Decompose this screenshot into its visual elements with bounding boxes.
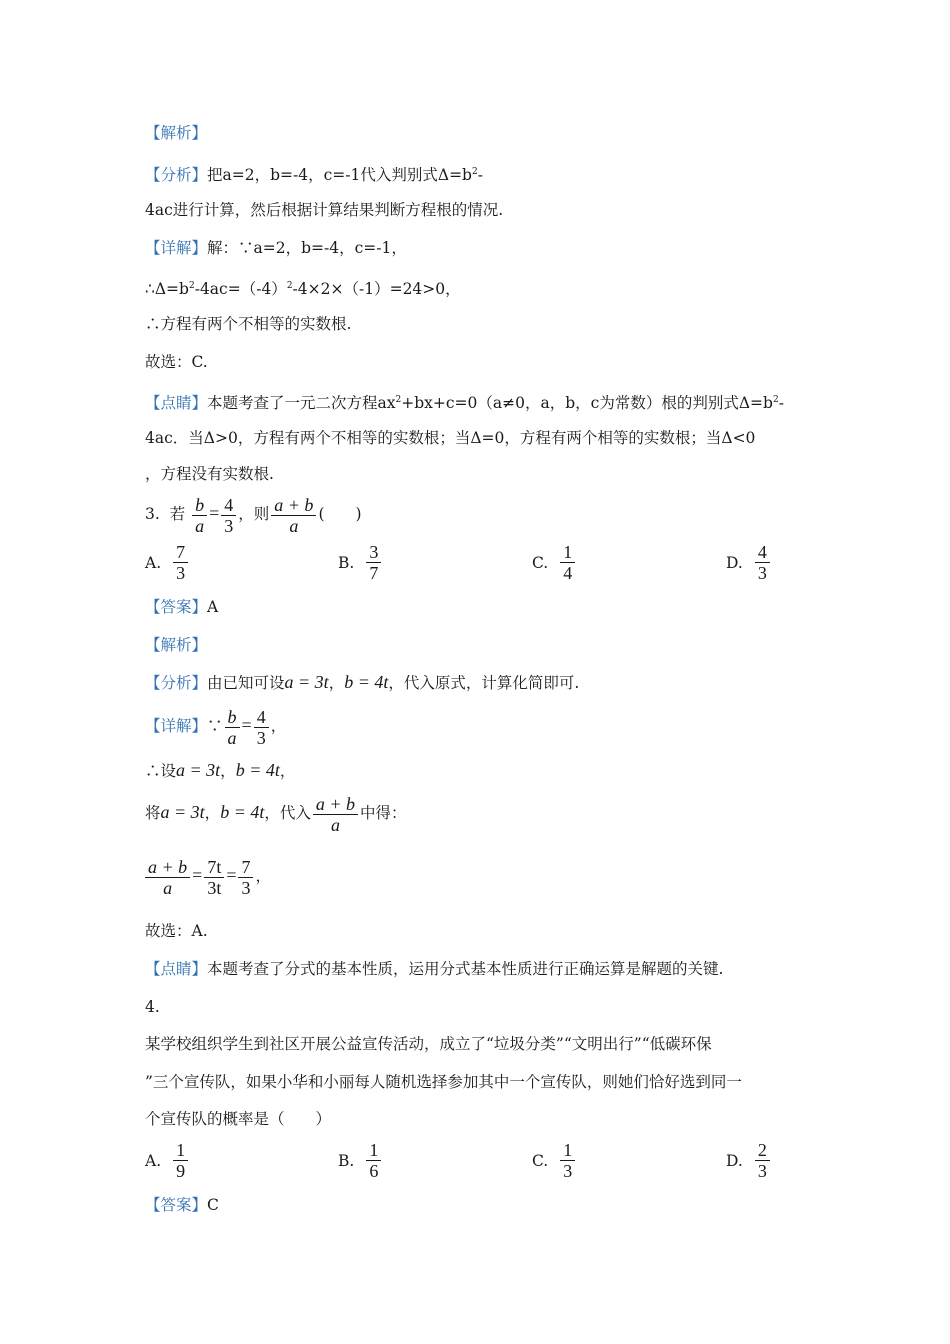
substitute-text: ，代入 <box>264 804 311 822</box>
superscript: 2 <box>286 281 293 291</box>
fraction-4-over-3 <box>254 707 269 748</box>
answer-value: C <box>207 1196 219 1214</box>
fenxi-dash: - <box>477 166 483 184</box>
math-a-eq-3t: a = 3t <box>176 760 221 780</box>
fraction-a-plus-b-over-a <box>145 857 190 898</box>
question-number: 3. <box>145 505 160 523</box>
fraction-b-over-a <box>192 495 207 536</box>
option-label: C. <box>532 1151 549 1170</box>
numerator: b <box>225 707 240 728</box>
numerator: b <box>192 495 207 516</box>
option-label: B. <box>338 1151 355 1170</box>
q3-calculation-line <box>145 853 271 898</box>
question-text: 若 <box>169 505 186 523</box>
equals-sign: = <box>192 865 203 885</box>
numerator: 7 <box>238 857 253 878</box>
dianjing-line-1 <box>145 390 784 413</box>
numerator: 1 <box>560 1140 575 1161</box>
dianjing-label: 【点睛】 <box>145 394 208 412</box>
numerator: 4 <box>254 707 269 728</box>
dianjing-text-c: - <box>778 394 784 412</box>
fraction-4-over-3 <box>221 495 236 536</box>
math-a-eq-3t: a = 3t <box>160 802 205 822</box>
q4-option-b[interactable] <box>338 1140 383 1181</box>
dianjing-text: 本题考查了分式的基本性质，运用分式基本性质进行正确运算是解题的关键. <box>207 960 724 978</box>
substitute-text: 中得： <box>360 804 407 822</box>
xiangjie-text: 解：∵a=2，b=-4，c=-1， <box>207 239 407 257</box>
denominator: a <box>227 727 237 748</box>
q3-jiexi-heading: 【解析】 <box>145 636 208 654</box>
option-fraction <box>755 1140 770 1181</box>
option-label: B. <box>338 553 355 572</box>
q3-option-b[interactable] <box>338 542 383 583</box>
superscript: 2 <box>395 395 402 405</box>
option-fraction <box>755 542 770 583</box>
q3-answer-choice-line: 故选：A. <box>145 922 208 940</box>
fraction-a-plus-b-over-a <box>313 794 358 835</box>
discriminant-calc <box>145 276 461 299</box>
denominator: 3 <box>757 1161 767 1181</box>
dianjing-label: 【点睛】 <box>145 960 208 978</box>
dianjing-line-2: 4ac．当Δ>0，方程有两个不相等的实数根；当Δ=0，方程有两个相等的实数根；当Δ<0 <box>145 429 756 447</box>
dianjing-text-b: +bx+c=0（a≠0，a，b，c为常数）根的判别式Δ=b <box>401 394 773 412</box>
q3-fenxi-line <box>145 672 579 693</box>
numerator: 1 <box>173 1140 188 1161</box>
denominator: a <box>195 515 205 536</box>
fraction-7t-over-3t <box>204 857 224 898</box>
fenxi-text: ，代入原式，计算化简即可. <box>388 674 580 692</box>
numerator: 7 <box>173 542 188 563</box>
numerator: 1 <box>366 1140 381 1161</box>
q3-answer <box>145 597 218 617</box>
fenxi-text: 把a=2，b=-4，c=-1代入判别式Δ=b <box>207 166 472 184</box>
denominator: 3t <box>207 877 222 898</box>
comma: ， <box>270 717 287 735</box>
option-fraction <box>173 542 188 583</box>
answer-blank: ( ) <box>318 505 362 523</box>
superscript: 2 <box>472 167 478 177</box>
answer-choice-line: 故选：C. <box>145 353 208 371</box>
denominator: 6 <box>369 1161 379 1181</box>
xiangjie-label: 【详解】 <box>145 717 208 735</box>
denominator: 3 <box>176 563 186 583</box>
fenxi-label: 【分析】 <box>145 674 208 692</box>
calc-part-1: ∴Δ=b <box>145 280 189 298</box>
xiangjie-line-1 <box>145 238 407 258</box>
question-text: ，则 <box>238 505 270 523</box>
denominator: a <box>289 515 299 536</box>
dianjing-text-a: 本题考查了一元二次方程ax <box>207 394 396 412</box>
superscript: 2 <box>772 395 779 405</box>
option-fraction <box>173 1140 188 1181</box>
q3-therefore-line <box>145 760 295 781</box>
jiexi-heading: 【解析】 <box>145 124 208 142</box>
dianjing-line-3: ，方程没有实数根. <box>145 465 274 483</box>
numerator: a + b <box>145 857 190 878</box>
numerator: 3 <box>366 542 381 563</box>
comma: ， <box>220 762 236 780</box>
fenxi-line-2: 4ac进行计算，然后根据计算结果判断方程根的情况. <box>145 201 504 219</box>
q4-option-c[interactable] <box>532 1140 577 1181</box>
option-label: C. <box>532 553 549 572</box>
option-fraction <box>366 542 381 583</box>
option-label: D. <box>726 1151 743 1170</box>
equals-sign: = <box>241 715 252 735</box>
fraction-7-over-3 <box>238 857 253 898</box>
numerator: 2 <box>755 1140 770 1161</box>
numerator: a + b <box>271 495 316 516</box>
numerator: 7t <box>204 857 224 878</box>
denominator: 9 <box>176 1161 186 1181</box>
denominator: 7 <box>369 563 379 583</box>
denominator: a <box>330 814 340 835</box>
math-a-eq-3t: a = 3t <box>284 672 329 692</box>
q4-option-a[interactable] <box>145 1140 190 1181</box>
denominator: 3 <box>757 563 767 583</box>
q4-option-d[interactable] <box>726 1140 772 1181</box>
xiangjie-label: 【详解】 <box>145 239 208 257</box>
numerator: 4 <box>755 542 770 563</box>
equals-sign: = <box>209 503 220 523</box>
comma: ， <box>328 674 345 692</box>
answer-label: 【答案】 <box>145 1196 208 1214</box>
comma: ， <box>279 762 296 780</box>
denominator: 3 <box>224 515 234 536</box>
superscript: 2 <box>188 281 195 291</box>
calc-part-2: -4ac=（-4） <box>194 280 287 298</box>
because-symbol: ∵ <box>207 717 223 735</box>
denominator: a <box>163 877 173 898</box>
q3-option-d[interactable] <box>726 542 772 583</box>
fraction-b-over-a <box>225 707 240 748</box>
fenxi-label: 【分析】 <box>145 166 208 184</box>
option-label: A. <box>145 1151 162 1170</box>
comma: ， <box>204 804 221 822</box>
math-b-eq-4t: b = 4t <box>344 672 389 692</box>
math-b-eq-4t: b = 4t <box>235 760 280 780</box>
q4-answer <box>145 1195 219 1215</box>
q3-option-c[interactable] <box>532 542 577 583</box>
numerator: 1 <box>560 542 575 563</box>
answer-label: 【答案】 <box>145 598 208 616</box>
fenxi-text: 由已知可设 <box>207 674 285 692</box>
option-fraction <box>560 542 575 583</box>
option-label: D. <box>726 553 743 572</box>
fenxi-line-1 <box>145 162 483 185</box>
denominator: 3 <box>241 877 251 898</box>
calc-part-3: -4×2×（-1）=24>0， <box>292 280 461 298</box>
math-b-eq-4t: b = 4t <box>220 802 265 822</box>
numerator: 4 <box>221 495 236 516</box>
option-fraction <box>560 1140 575 1181</box>
fraction-a-plus-b-over-a <box>271 495 316 536</box>
equals-sign: = <box>226 865 237 885</box>
question-4-number: 4. <box>145 998 160 1016</box>
question-3 <box>145 493 362 536</box>
q3-dianjing-line <box>145 959 723 979</box>
option-fraction <box>366 1140 381 1181</box>
question-4-line-2: ”三个宣传队，如果小华和小丽每人随机选择参加其中一个宣传队，则她们恰好选到同一 <box>145 1073 742 1091</box>
denominator: 4 <box>563 563 573 583</box>
substitute-text: 将 <box>145 804 161 822</box>
q3-substitute-line <box>145 790 407 835</box>
q3-option-a[interactable] <box>145 542 190 583</box>
question-4-line-3: 个宣传队的概率是（ ） <box>145 1110 332 1128</box>
conclusion-line: ∴方程有两个不相等的实数根. <box>145 315 352 333</box>
question-4-line-1: 某学校组织学生到社区开展公益宣传活动，成立了“垃圾分类”“文明出行”“低碳环保 <box>145 1035 712 1053</box>
therefore-text: ∴设 <box>145 762 177 780</box>
numerator: a + b <box>313 794 358 815</box>
answer-value: A <box>207 598 219 616</box>
denominator: 3 <box>563 1161 573 1181</box>
denominator: 3 <box>256 727 266 748</box>
q3-xiangjie-line <box>145 703 286 748</box>
comma: ， <box>255 867 271 885</box>
option-label: A. <box>145 553 162 572</box>
